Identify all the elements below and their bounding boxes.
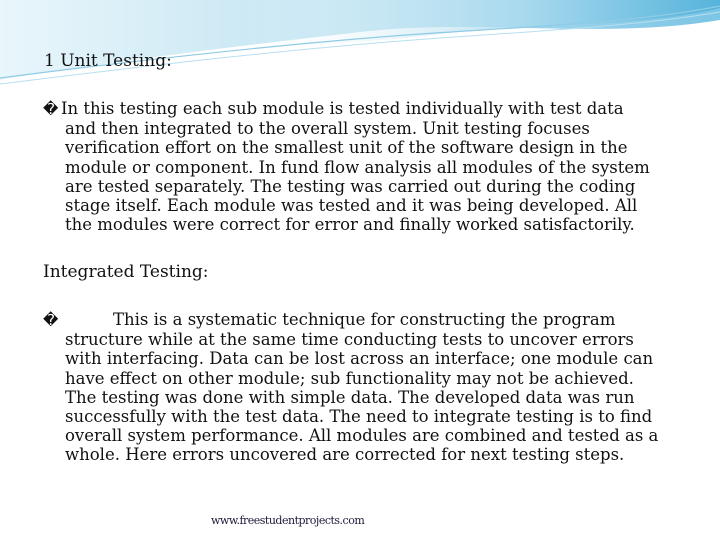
paragraph-line: structure while at the same time conducting tests to uncover errors	[65, 330, 634, 350]
footer-url[interactable]: www.freestudentprojects.com	[211, 514, 365, 527]
bullet-icon: �	[43, 311, 59, 329]
paragraph-line: are tested separately. The testing was carried out during the coding	[65, 176, 636, 196]
decorative-wave-header	[0, 0, 720, 90]
paragraph-line: stage itself. Each module was tested and it was being developed. All	[65, 196, 638, 216]
unit-testing-paragraph	[43, 99, 650, 234]
bullet-icon: �	[43, 100, 59, 118]
paragraph-line: have effect on other module; sub functionality may not be achieved.	[65, 368, 634, 388]
integrated-testing-heading: Integrated Testing:	[43, 262, 209, 282]
integrated-testing-paragraph	[43, 310, 658, 465]
paragraph-line: the modules were correct for error and finally worked satisfactorily.	[65, 215, 635, 235]
paragraph-line: verification effort on the smallest unit of the software design in the	[65, 138, 628, 158]
unit-testing-heading: 1 Unit Testing:	[44, 51, 172, 71]
paragraph-line: This is a systematic technique for constructing the program	[113, 310, 616, 329]
paragraph-line: whole. Here errors uncovered are corrected for next testing steps.	[65, 445, 625, 465]
paragraph-line: successfully with the test data. The need to integrate testing is to find	[65, 407, 653, 427]
paragraph-line: overall system performance. All modules are combined and tested as a	[65, 426, 659, 446]
paragraph-line: module or component. In fund flow analysis all modules of the system	[65, 157, 650, 177]
paragraph-line: and then integrated to the overall system. Unit testing focuses	[65, 119, 590, 139]
paragraph-line: with interfacing. Data can be lost across an interface; one module can	[65, 349, 654, 369]
paragraph-line: In this testing each sub module is tested individually with test data	[61, 99, 624, 118]
paragraph-line: The testing was done with simple data. The developed data was run	[65, 387, 635, 407]
